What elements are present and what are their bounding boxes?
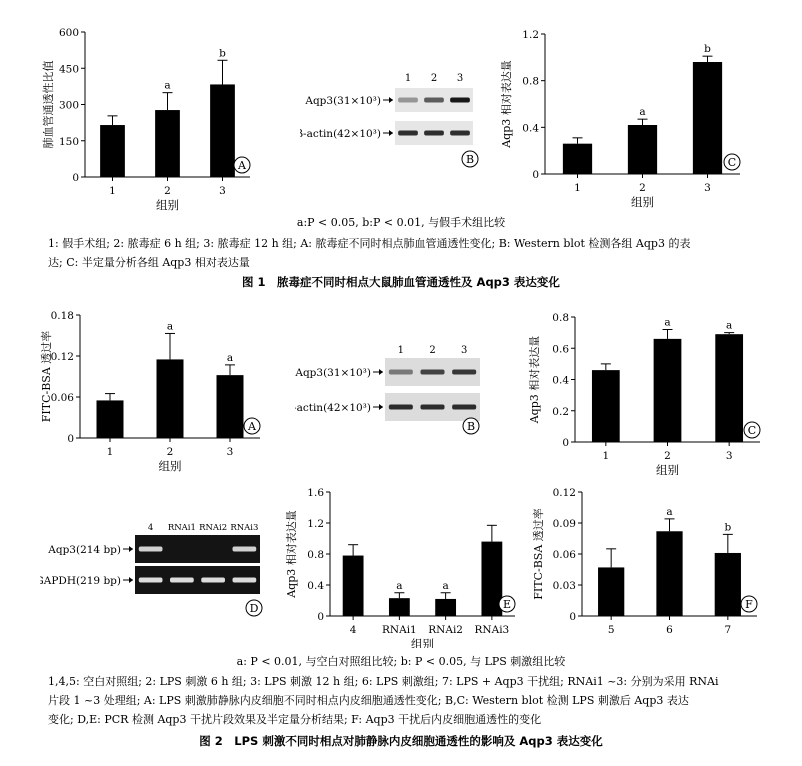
f1b-row-label: Aqp3(31×10³) [305,95,381,107]
f1c-y-tick-label: 0.8 [522,75,539,88]
f2b-row-arrowhead [379,404,383,410]
fig2-legend-line2: 片段 1 ~3 处理组; A: LPS 刺激肺静脉内皮细胞不同时相点内皮细胞通透性变化; B,C: Western blot 检测 LPS 刺激后 Aqp3 表达 [48,694,689,707]
f2d-badge-label: D [249,602,259,615]
f2c-y-tick-label: 0.8 [552,312,569,324]
f1a-x-tick-label: 3 [219,185,226,197]
fig1-panel-b [300,68,485,173]
f2a-y-tick-label: 0.12 [50,351,74,363]
f1b-row-arrowhead [389,97,393,103]
f2c-x-tick-label: 2 [664,450,671,462]
fig2-title: 图 2 LPS 刺激不同时相点对肺静脉内皮细胞通透性的影响及 Aqp3 表达变化 [199,734,603,748]
f2c-y-tick-label: 0 [562,437,569,449]
f1a-bar [155,110,180,177]
f1b-band [450,131,470,136]
fig2-legend-line1: 1,4,5: 空白对照组; 2: LPS 刺激 6 h 组; 3: LPS 刺激 12 h 组; 6: LPS 刺激组; 7: LPS + Aqp3 干扰组; RNAi1 ~3: 分别为采用 RNAi [48,675,719,688]
f2c-bar [592,370,620,442]
f2e-y-axis-label: Aqp3 相对表达量 [285,510,298,598]
f2e-y-tick-label: 0 [317,611,324,623]
f1a-y-tick-label: 600 [58,27,79,39]
f1a-bar [210,84,235,177]
f2c-bar [715,334,743,442]
fig1-legend-line2: 达; C: 半定量分析各组 Aqp3 相对表达量 [48,256,250,269]
f1a-sig-label: b [219,47,226,60]
f1c-sig-label: b [704,43,711,56]
f2d-row-arrowhead [129,546,133,552]
f2a-y-tick-label: 0 [67,433,74,445]
fig2-western-blot-b [295,338,490,438]
f2d-band [170,578,194,583]
f2f-y-axis-label: FITC-BSA 透过率 [532,508,545,600]
f2d-row-label: GAPDH(219 bp) [40,575,121,587]
f2a-y-axis-label: FITC-BSA 透过率 [40,330,53,423]
f2e-y-tick-label: 1.2 [307,518,324,530]
f1b-band [424,98,444,103]
f2a-y-tick-label: 0.06 [50,392,74,404]
f2e-badge-label: E [502,598,512,611]
f2b-band [420,370,444,375]
f2a-bar [157,359,184,438]
f2e-bar [435,599,456,616]
f2f-sig-label: b [724,521,732,534]
f1c-y-tick-label: 0.4 [522,122,539,135]
f2f-y-tick-label: 0.12 [552,487,576,499]
f2b-band [452,370,476,375]
fig2-panel-c [520,305,775,475]
f2b-lane-label: 1 [397,345,405,356]
fig2-bar-chart-e [280,482,525,648]
f2f-y-tick-label: 0.03 [552,580,576,592]
f1c-badge-label: C [727,156,737,169]
f2a-x-axis-label: 组别 [158,459,182,473]
f2b-row-label: β-actin(42×10³) [295,402,371,414]
f2c-sig-label: a [726,319,733,332]
f2d-lane-label: 4 [147,523,154,533]
f1c-x-axis-label: 组别 [631,195,654,209]
f2a-bar [97,400,124,438]
f2b-lane-label: 3 [460,345,468,356]
f2f-bar [598,567,624,616]
f2f-y-tick-label: 0 [569,611,576,623]
fig1-panel-c [495,22,765,212]
f2c-x-tick-label: 1 [602,450,610,462]
f2e-bar [389,598,410,616]
f1b-badge-label: B [465,153,475,166]
f2b-band [452,405,476,410]
f2b-band [389,405,413,410]
fig2-panel-a [30,305,290,475]
f2f-x-tick-label: 5 [607,624,615,636]
f2f-x-tick-label: 7 [724,624,732,636]
f2e-x-tick-label: 4 [349,624,357,636]
f1b-lane-label: 3 [456,73,464,84]
f2c-x-axis-label: 组别 [656,463,679,475]
f1a-x-axis-label: 组别 [156,198,179,212]
fig1-title: 图 1 脓毒症不同时相点大鼠肺血管通透性及 Aqp3 表达变化 [242,275,560,289]
fig2-bar-chart-c [520,305,775,475]
f2c-bar [654,339,682,442]
f2d-lane-label: RNAi2 [199,523,228,533]
f2c-x-tick-label: 3 [725,450,733,462]
f2f-bar [656,531,682,616]
f2e-x-tick-label: RNAi3 [474,624,510,636]
fig2-panel-f [527,482,767,648]
f1c-y-tick-label: 1.2 [522,29,539,41]
f2a-x-tick-label: 1 [106,446,114,458]
f2c-badge-label: C [747,424,757,437]
f2f-y-tick-label: 0.06 [552,549,576,561]
fig2-legend-line3: 变化; D,E: PCR 检测 Aqp3 干扰片段效果及半定量分析结果; F: Aqp3 干扰后内皮细胞通透性的变化 [48,713,542,726]
f1c-x-tick-label: 3 [704,182,711,194]
f1c-bar [693,62,722,174]
f1a-y-tick-label: 450 [58,63,79,76]
f2d-row-arrowhead [129,577,133,583]
fig1-sig-note: a:P < 0.05, b:P < 0.01, 与假手术组比较 [296,216,506,229]
f1b-band [398,131,418,136]
f2e-x-axis-label: 组别 [411,637,434,648]
f2f-y-tick-label: 0.09 [552,518,576,530]
f1a-badge-label: A [238,159,246,172]
f2a-sig-label: a [166,320,174,333]
fig2-bar-chart-f [527,482,767,648]
f2b-row-arrowhead [379,369,383,375]
f2c-y-tick-label: 0.2 [552,405,569,418]
f2e-x-tick-label: RNAi1 [382,624,417,636]
f2d-lane-label: RNAi1 [167,523,196,533]
fig1-bar-chart-c [495,22,765,212]
f1c-y-axis-label: Aqp3 相对表达量 [500,60,513,148]
f1b-row-arrowhead [389,130,393,136]
f2d-band [139,578,163,583]
f2c-y-tick-label: 0.6 [552,343,569,356]
f2a-badge-label: A [248,420,256,433]
f1a-y-tick-label: 150 [58,135,79,148]
f2a-x-tick-label: 2 [166,446,174,458]
f1a-sig-label: a [164,79,171,92]
f1a-x-tick-label: 1 [109,185,116,197]
f2e-y-tick-label: 1.6 [307,487,324,499]
f1a-bar [100,125,125,177]
f1b-lane-label: 2 [430,73,438,84]
f1a-y-tick-label: 300 [58,99,79,112]
fig2-bar-chart-a [30,305,290,475]
f2a-y-tick-label: 0.18 [50,310,74,322]
fig2-sig-note: a: P < 0.01, 与空白对照组比较; b: P < 0.05, 与 LPS 刺激组比较 [236,655,566,668]
f2f-x-tick-label: 6 [666,624,673,636]
f1b-row-label: β-actin(42×10³) [300,128,381,140]
f2e-sig-label: a [442,579,449,592]
fig1-legend-line1: 1: 假手术组; 2: 脓毒症 6 h 组; 3: 脓毒症 12 h 组; A: 脓毒症不同时相点肺血管通透性变化; B: Western blot 检测各组 Aqp3 的表 [48,237,691,250]
f1c-y-tick-label: 0 [532,169,539,181]
f2e-sig-label: a [396,579,403,592]
f2a-x-tick-label: 3 [226,446,234,458]
f2f-bar [715,553,741,616]
f2c-sig-label: a [664,316,671,329]
f1c-sig-label: a [639,106,646,119]
f1b-band [424,131,444,136]
f1c-x-tick-label: 2 [639,182,646,194]
f2b-band [389,370,413,375]
f2c-y-axis-label: Aqp3 相对表达量 [528,335,541,424]
f2d-band [139,547,163,552]
f2a-bar [217,375,244,438]
f2d-row-label: Aqp3(214 bp) [48,544,121,556]
f2f-sig-label: a [666,505,673,518]
f2b-lane-label: 2 [429,345,436,356]
f1b-band [450,98,470,103]
fig2-panel-e [280,482,525,648]
f1b-lane-label: 1 [404,73,412,84]
f2f-badge-label: F [745,598,753,611]
f2e-y-tick-label: 0.8 [307,549,324,561]
fig2-pcr-gel-d [40,515,270,620]
f1a-y-axis-label: 肺血管通透性比值 [42,60,55,149]
fig1-western-blot-b [300,68,485,173]
f1b-band [398,98,418,103]
f2c-y-tick-label: 0.4 [552,374,569,387]
f1c-x-tick-label: 1 [574,182,581,194]
fig2-panel-b [295,338,490,438]
f2e-y-tick-label: 0.4 [307,580,324,592]
fig1-bar-chart-a [30,22,290,212]
f2d-band [201,578,225,583]
f2b-row-label: Aqp3(31×10³) [295,367,371,379]
f2b-badge-label: B [466,420,476,433]
f1a-x-tick-label: 2 [164,185,171,197]
f2d-band [233,547,257,552]
f2b-band [420,405,444,410]
f2e-x-tick-label: RNAi2 [428,624,463,636]
f1a-y-tick-label: 0 [72,172,79,184]
f1c-bar [563,144,592,174]
f2a-sig-label: a [226,351,234,364]
f2e-bar [343,556,364,616]
f1c-bar [628,125,657,174]
fig2-panel-d [40,515,270,620]
f2d-lane-label: RNAi3 [230,523,259,533]
f2d-band [233,578,257,583]
fig1-panel-a [30,22,290,212]
